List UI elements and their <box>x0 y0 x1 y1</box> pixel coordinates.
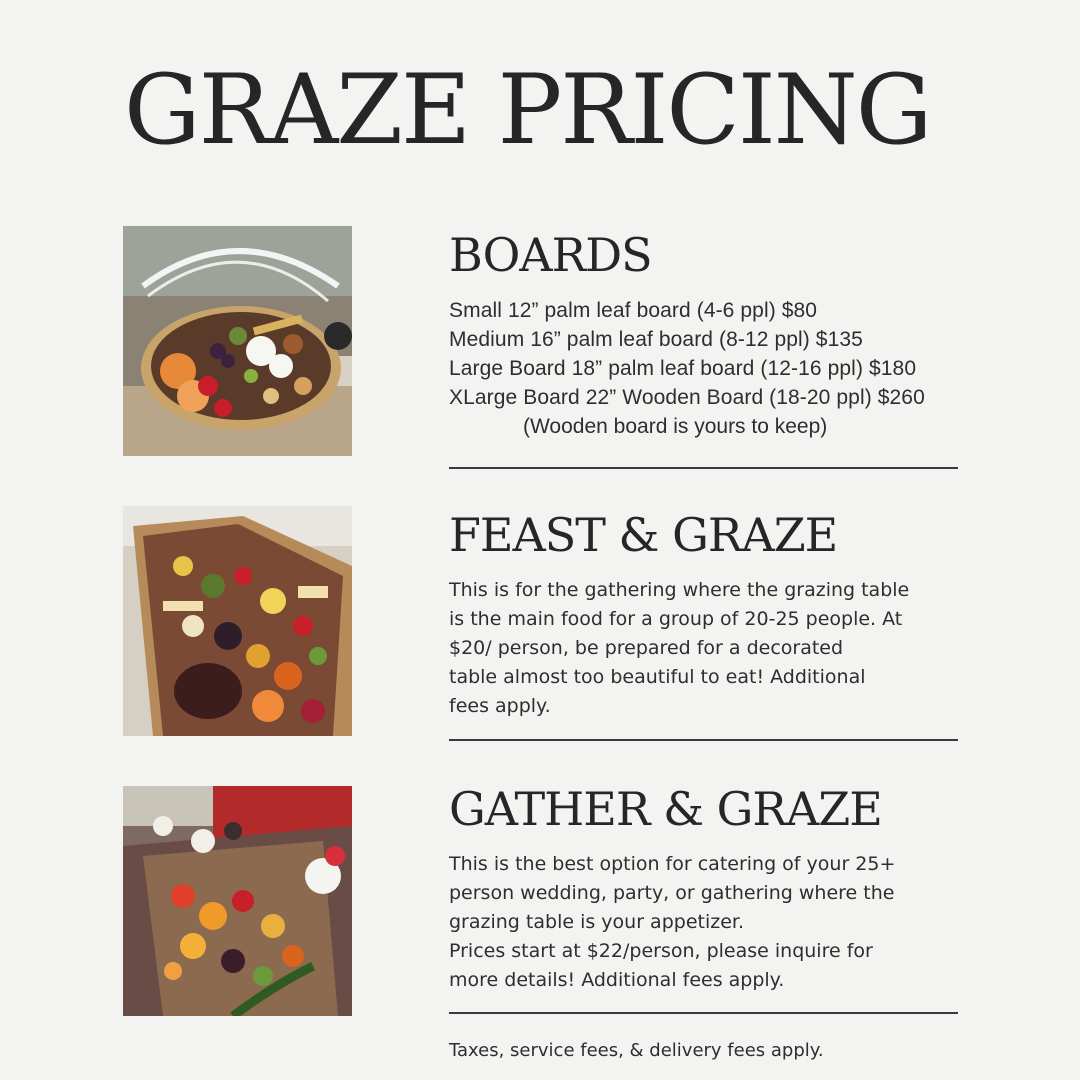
feast-photo <box>123 506 352 736</box>
feast-description: This is for the gathering where the grazing table is the main food for a group of 20-25 people. At $20/ person, be prepared for a decorated table almost too beautiful to eat! Additional fees apply. <box>449 579 910 717</box>
feast-heading: FEAST & GRAZE <box>449 508 838 562</box>
boards-photo <box>123 226 352 456</box>
divider <box>449 739 958 741</box>
gather-section <box>449 782 1049 995</box>
gather-photo <box>123 786 352 1016</box>
divider <box>449 467 958 469</box>
board-item-small: Small 12” palm leaf board (4-6 ppl) $80 <box>449 299 818 322</box>
gather-description: This is the best option for catering of your 25+ person wedding, party, or gathering where the grazing table is your appetizer. Prices start at $22/person, please inquire for more details! Additional fees apply. <box>449 853 896 991</box>
divider <box>449 1012 958 1014</box>
boards-section <box>449 228 1049 441</box>
board-item-large: Large Board 18” palm leaf board (12-16 ppl) $180 <box>449 357 917 380</box>
footer-note: Taxes, service fees, & delivery fees apply. <box>449 1040 824 1061</box>
feast-section <box>449 508 1049 721</box>
board-note: (Wooden board is yours to keep) <box>523 415 828 438</box>
gather-heading: GATHER & GRAZE <box>449 782 882 836</box>
board-item-medium: Medium 16” palm leaf board (8-12 ppl) $135 <box>449 328 863 351</box>
boards-heading: BOARDS <box>449 228 652 282</box>
board-item-xlarge: XLarge Board 22” Wooden Board (18-20 ppl) $260 <box>449 386 925 409</box>
page-title: GRAZE PRICING <box>124 54 931 166</box>
